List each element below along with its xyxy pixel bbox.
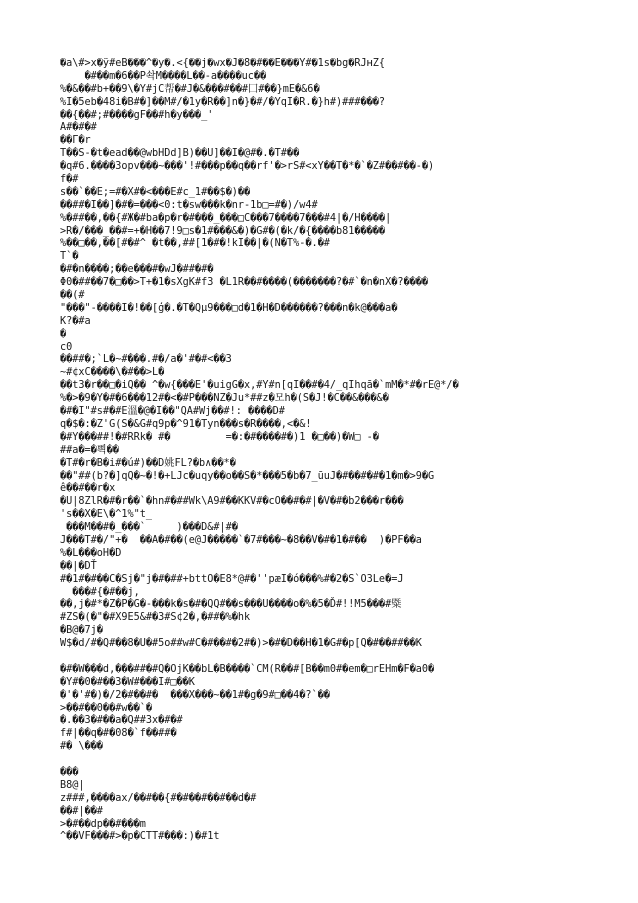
text-line: ��,j�#*�Z�P�G�-���k�s�#�QQ#��s���U����o�%�5�Ď#!!M5���#䊠	[60, 599, 402, 611]
text-line: �.��3�#��a�Q##3x�#�#	[60, 715, 183, 727]
text-line: ��(#	[60, 290, 85, 302]
text-line: �#�W���d,���##�#Q�OjK��bL�B����`CM(R��#[B��m0#�em�□rEHm�F�a0�	[60, 663, 435, 675]
text-line: �#�I"#s#�#E溫�@�I��"QA#Wj��#!: ����D#	[60, 406, 285, 418]
text-line: �#Y���##!�#RRk� #� =�:�#����#�)1 �□��)�W□ -�	[60, 431, 379, 443]
text-line: �U|8ZlR�#�r��`�hn#�##Wk\A9#��KKV#�cO��#�#|�V�#�b2���r���	[60, 496, 404, 508]
text-line: >��#��0��#w��`�	[60, 702, 153, 714]
text-line: %�&��#b+��9\�Y#jC帮�#J�&���#��#囗#��}mE�&6�	[60, 83, 320, 95]
text-line: ��##�I��]�#�=���<0:t�sw���k�nr-1b□=#�)/w4#	[60, 199, 318, 211]
text-line: ��##�;`L�~#���.#�/a�'#�#<��3	[60, 354, 232, 366]
text-line: Φ0�##��7�□��>T+�1�sXgK#f3 �L1R��#����(�������?�#`�n�nX�?����	[60, 277, 429, 289]
text-line: B8@|	[60, 779, 85, 791]
text-line: #�1#�#��C�Sj�"j�#�##+bttO�E8*@#�''pæI�ó���%#�2�S`O3Le�=J	[60, 573, 404, 585]
text-line: ~#¢xC����\�#��>L�	[60, 367, 165, 379]
text-line: �T#�r�B�i#�ú#)��D姚FL?�b∧��*�	[60, 457, 236, 469]
text-line: ���M��#�_���` )���D&#|#�	[60, 522, 238, 534]
text-line: %�>�9�Y�#�6���12#�<�#P���NZ�Ju*##z�모h�(S�J!�C��&���&�	[60, 393, 389, 405]
text-line: �Y#�0�#��3�W#���I#□��K	[60, 676, 195, 688]
text-line: T��S-�t�ead��@wbHDd]B)��U]��I�@#�.�T#��	[60, 148, 300, 160]
text-line: �a\#>x�ÿ#eB���^�y�.<{��j�wx�J�8�#��E���Y#�1s�bg�RJʜZ{	[60, 58, 386, 69]
text-line: J���T#�/"+� ��A�#��(e@J�����`�7#���~�8��V�#�1�#�� )�PF��a	[60, 534, 422, 546]
text-line: ��"##(b?�]qQ�~�!�+LJc�uqy��o��S�*���5�b�7_ūuJ�#��#�#�1�m�>9�G	[60, 470, 435, 482]
text-line: %��□��,��[#�#^ �t��,##[1�#�!kI��|�(N�T%-�.�#	[60, 238, 330, 250]
text-line: #� \���	[60, 741, 103, 753]
text-line: A#�#�#	[60, 122, 97, 134]
text-line: f�#	[60, 174, 79, 186]
text-line: ��#|��#	[60, 805, 103, 817]
text-line: s��`��E;=#�X#�<���E#c_1#��$�)��	[60, 186, 251, 198]
text-line: 's��X�E\�^1%"t_	[60, 509, 153, 521]
blank-line	[60, 754, 620, 767]
text-line: c0	[60, 341, 73, 353]
text-line: �	[60, 328, 67, 340]
text-line: W$�d/#�Q#��8�U�#5o##w#C�#��#�2#�)>�#�D��H�1�G#�p[Q�#��##��K	[60, 638, 422, 650]
text-line: %�L���oH�D	[60, 547, 122, 559]
document-body-text	[60, 58, 620, 844]
text-line: ^��VF���#>�p�CTT#���:)�#1t	[60, 831, 220, 843]
text-line: ##a�=�쁵��	[60, 444, 119, 456]
text-line: f#|��q�#�08�`f��##�	[60, 728, 177, 740]
text-line: z###,����ax/��#��{#�#��#��#��d�#	[60, 792, 257, 804]
text-line: "���"-����I�!��[ģ�.�T�Qµ9���□d�1�H�D������?���n�k@���a�	[60, 302, 398, 314]
text-line: ��{��#;#����gF��#h�y���_'	[60, 109, 214, 121]
text-line: ê��#��r�x	[60, 483, 116, 495]
text-line: �#��m�6��P솩M����L��-a����uc��	[60, 70, 267, 82]
text-line: ���#{�#��j,	[60, 586, 140, 598]
blank-line	[60, 651, 620, 664]
text-line: #ZS�(�"�#X9E5&#�3#S¢2�,�##�%�hk	[60, 612, 251, 624]
text-line: T`�	[60, 251, 79, 263]
text-line: >�#��dp��#���m	[60, 818, 146, 830]
text-line: �#�n����;��e���#�wJ�##�#�	[60, 264, 214, 276]
text-line: �B@�7j�	[60, 625, 103, 637]
text-line: ���	[60, 766, 79, 778]
text-line: �'�'#�)�/2�#��#� ���X���~��1#�g�9#□��4�?`��	[60, 689, 330, 701]
text-line: >R�/���_��#=+�H��7!9□s�1#���&�)�G#�(�k/�{����b81�����	[60, 225, 386, 237]
text-line: ��|�DŤ	[60, 560, 97, 572]
text-line: %I�5eb�48i�B#�]��M#/�1y�R��]n�}�#/�YqI�R.�}h#)###���?	[60, 96, 386, 108]
text-line: K?�#a	[60, 315, 91, 327]
text-line: �q#6.����3opv���~���'!#���p��q��rf'�>rS#<xY��T�*�`�Z#��#��-�)	[60, 161, 435, 173]
text-line: ��t3�r��□�iQ�� ^�w{���E'�uigG�x,#Y#n[qI��#�4/_qIhqā�`mM�*#�rE@*/�	[60, 380, 459, 392]
text-line: %�##��,��{#Ж�#ba�p�r�#���_���□C���7����7���#4|�/H����|	[60, 212, 392, 224]
text-line: ��Γ�r	[60, 135, 91, 147]
text-line: q�$�:�Z'G(S�&G#q9p�^91�Tyn���s�R����,<�&!	[60, 418, 312, 430]
